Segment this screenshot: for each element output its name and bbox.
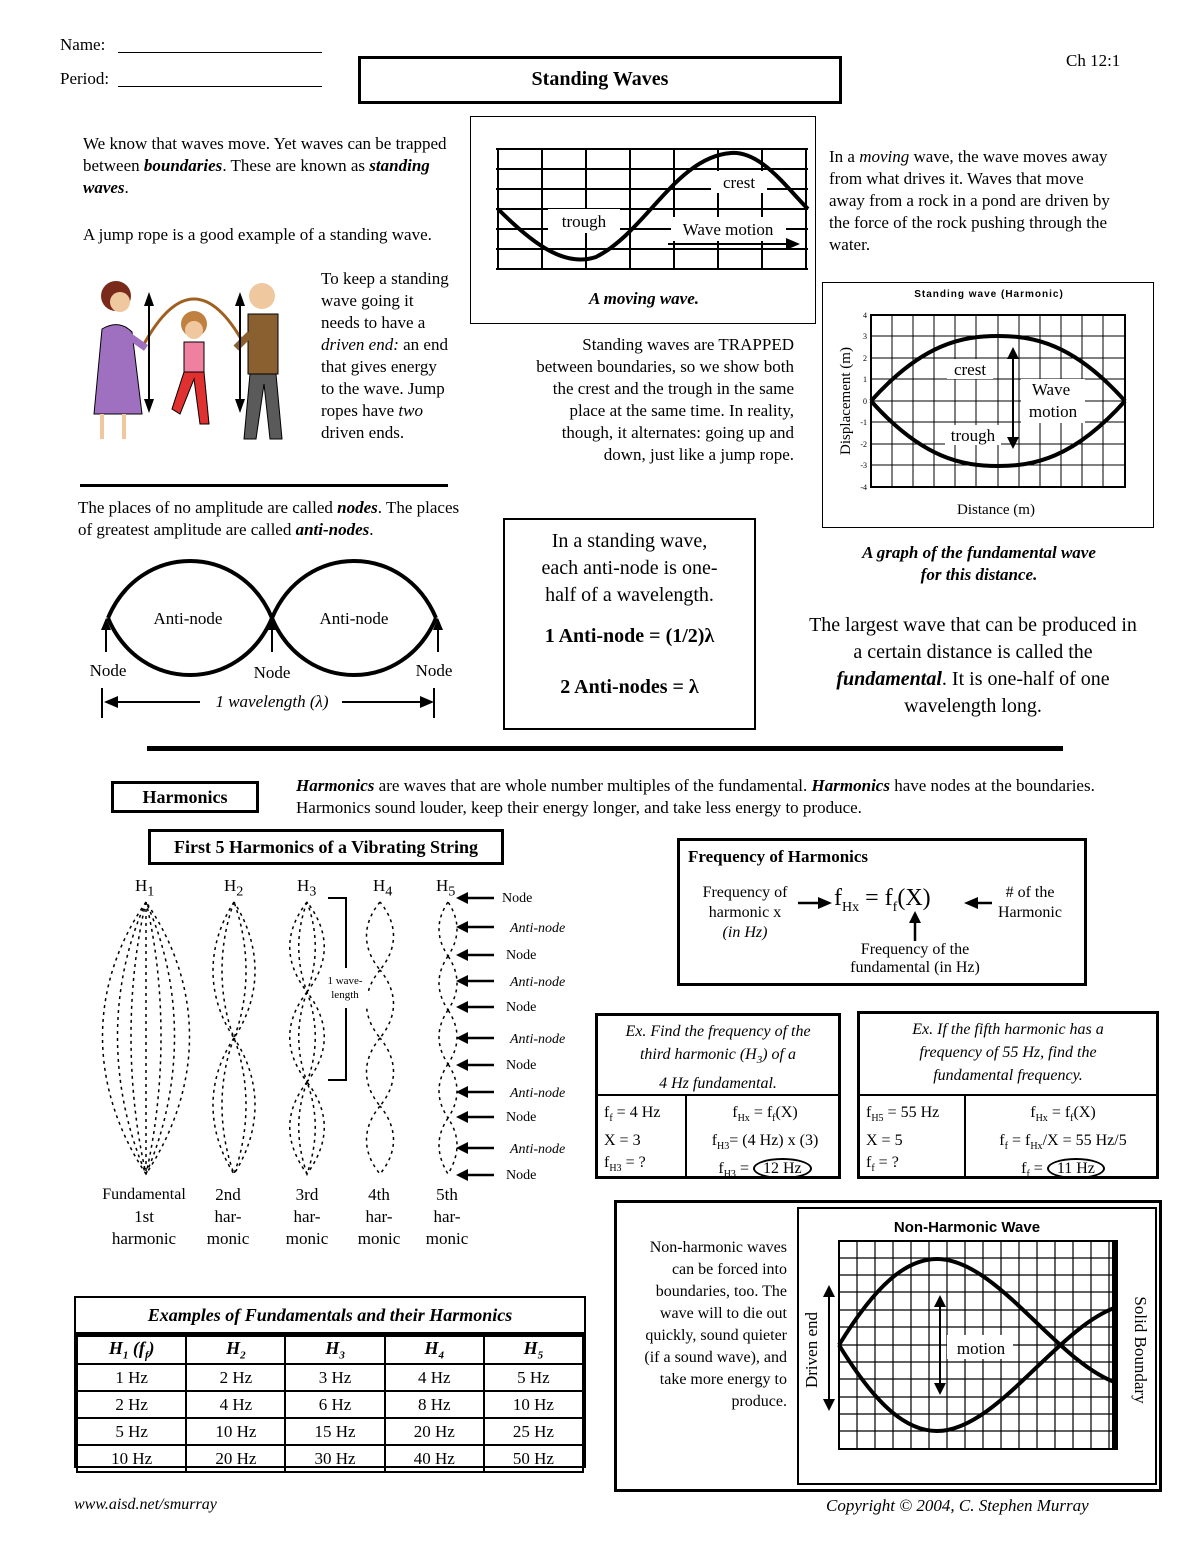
moving-crest-label: crest xyxy=(722,173,756,192)
antinode-box-line: half of a wavelength. xyxy=(545,584,714,606)
table-cell: 4 Hz xyxy=(385,1364,484,1391)
table-row xyxy=(77,1391,583,1418)
antinode-box xyxy=(503,518,756,730)
table-cell: 8 Hz xyxy=(385,1391,484,1418)
wave-motion-label: Wave motion xyxy=(682,220,774,239)
standing-crest-label: crest xyxy=(953,360,987,379)
standing-graph-caption: A graph of the fundamental wave for this distance. xyxy=(862,543,1096,584)
driven-end-paragraph: To keep a standing wave going it needs to have a driven end: an end that gives energy to the wave. Jump ropes have two driven ends. xyxy=(321,269,449,442)
standing-graph-title: Standing wave (Harmonic) xyxy=(914,289,1064,300)
main-divider xyxy=(147,746,1063,751)
moving-wave-box xyxy=(470,116,816,324)
table-cell: 30 Hz xyxy=(285,1445,384,1472)
fundamentals-table-box xyxy=(74,1296,586,1468)
table-cell: 4 Hz xyxy=(186,1391,285,1418)
y-axis-label: Displacement (m) xyxy=(838,347,854,455)
period-field[interactable] xyxy=(118,86,322,87)
h1-label: $H_1$ xyxy=(135,876,155,900)
harmonic-caption-2: 2nd har- monic xyxy=(206,1185,250,1248)
moving-wave-paragraph: In a moving wave, the wave moves away from what drives it. Waves that move away from a rock in a pond are driven by the force of the rock pushing through the water. xyxy=(829,147,1110,254)
y-tick: -4 xyxy=(860,483,867,492)
frequency-right-label: # of the Harmonic xyxy=(998,884,1062,921)
harmonic-caption-4: 4th har- monic xyxy=(357,1185,401,1248)
string-diagram-title: First 5 Harmonics of a Vibrating String xyxy=(148,829,504,865)
example-2-given: $f_{H5} = 55$ Hz X = 5 $f_f$ = ? xyxy=(866,1104,940,1175)
jump-rope-illustration xyxy=(84,274,304,449)
moving-trough-label: trough xyxy=(561,212,607,231)
table-cell: 10 Hz xyxy=(77,1445,186,1472)
footer-url[interactable]: www.aisd.net/smurray xyxy=(74,1496,217,1513)
table-header: $H_4$ xyxy=(385,1336,484,1364)
nonharmonic-graph xyxy=(617,1203,1165,1495)
node-label: Node xyxy=(89,661,127,680)
h5-label: $H_5$ xyxy=(436,876,456,900)
table-row xyxy=(77,1364,583,1391)
arrow-label: Node xyxy=(506,1058,537,1073)
y-tick: 2 xyxy=(863,354,867,363)
table-header: $H_1$ $(f_f)$ xyxy=(77,1336,186,1364)
name-field[interactable] xyxy=(118,52,322,53)
standing-motion-label: Wave xyxy=(1031,380,1071,399)
wavelength-bracket-label: 1 wave- xyxy=(327,975,363,987)
frequency-formula: $f_{Hx} = f_f(X)$ xyxy=(834,885,931,915)
nodes-diagram xyxy=(80,552,460,722)
arrow-label: Anti-node xyxy=(510,1032,566,1047)
example-2-box xyxy=(857,1011,1159,1179)
frequency-box-title: Frequency of Harmonics xyxy=(688,847,869,866)
moving-wave-graph xyxy=(496,147,808,277)
table-cell: 2 Hz xyxy=(186,1364,285,1391)
harmonic-caption-1: Fundamental 1st harmonic xyxy=(102,1186,186,1248)
trapped-paragraph: Standing waves are TRAPPED between boundaries, so we show both the crest and the trough in the same place at the same time. In reality, though, it alternates: going up and down, just like a jump rope. xyxy=(536,335,794,464)
y-tick: 3 xyxy=(863,332,867,341)
table-header: $H_5$ xyxy=(484,1336,583,1364)
table-row xyxy=(77,1418,583,1445)
node-label: Node xyxy=(415,661,453,680)
footer-copyright: Copyright © 2004, C. Stephen Murray xyxy=(826,1496,1089,1515)
arrow-label: Anti-node xyxy=(510,1142,566,1157)
table-cell: 5 Hz xyxy=(77,1418,186,1445)
arrow-label: Anti-node xyxy=(510,975,566,990)
fundamentals-table xyxy=(76,1335,584,1473)
x-axis-label: Distance (m) xyxy=(957,502,1035,518)
y-tick: 4 xyxy=(863,311,867,320)
table-cell: 5 Hz xyxy=(484,1364,583,1391)
table-cell: 10 Hz xyxy=(186,1418,285,1445)
arrow-label: Node xyxy=(506,948,537,963)
example-2-question: Ex. If the fifth harmonic has a frequency of 55 Hz, find the fundamental frequency. xyxy=(912,1021,1104,1084)
example-1-given: $f_f = 4$ Hz X = 3 $f_{H3}$ = ? xyxy=(604,1104,661,1175)
table-cell: 1 Hz xyxy=(77,1364,186,1391)
nonharmonic-title: Non-Harmonic Wave xyxy=(893,1219,1041,1236)
table-cell: 15 Hz xyxy=(285,1418,384,1445)
antinode-equation-2: 2 Anti-nodes = λ xyxy=(560,676,699,698)
arrow-label: Anti-node xyxy=(510,921,566,936)
standing-wave-graph-box xyxy=(822,282,1154,528)
jump-rope-paragraph: A jump rope is a good example of a standing wave. xyxy=(83,225,432,244)
antinode-box-line: In a standing wave, xyxy=(551,530,708,552)
solid-boundary-label: Solid Boundary xyxy=(1131,1296,1150,1404)
page-title: Standing Waves xyxy=(358,56,842,104)
h4-label: $H_4$ xyxy=(373,876,393,900)
standing-motion-label-2: motion xyxy=(1028,402,1078,421)
frequency-box xyxy=(677,838,1087,986)
example-1-question: Ex. Find the frequency of the third harmonic $(H_3)$ of a 4 Hz fundamental. xyxy=(625,1023,811,1093)
nodes-paragraph: The places of no amplitude are called nodes. The places of greatest amplitude are called anti-nodes. xyxy=(78,498,460,539)
standing-trough-label: trough xyxy=(950,426,996,445)
arrow-label: Node xyxy=(502,891,533,906)
arrow-label: Anti-node xyxy=(510,1086,566,1101)
harmonic-caption-5: 5th har- monic xyxy=(425,1185,469,1248)
moving-wave-caption: A moving wave. xyxy=(588,289,700,308)
table-cell: 2 Hz xyxy=(77,1391,186,1418)
wavelength-bracket-label-2: length xyxy=(331,989,359,1001)
name-label: Name: xyxy=(60,35,106,54)
table-cell: 20 Hz xyxy=(186,1445,285,1472)
harmonic-caption-3: 3rd har- monic xyxy=(285,1185,329,1248)
nonharmonic-motion-label: motion xyxy=(956,1339,1006,1358)
table-row xyxy=(77,1445,583,1472)
frequency-bottom-label: Frequency of the fundamental (in Hz) xyxy=(850,941,980,976)
h2-label: $H_2$ xyxy=(224,876,244,900)
table-cell: 6 Hz xyxy=(285,1391,384,1418)
frequency-left-label: Frequency of harmonic x (in Hz) xyxy=(702,884,788,941)
y-tick: -3 xyxy=(860,461,867,470)
arrow-label: Node xyxy=(506,1168,537,1183)
period-label: Period: xyxy=(60,69,110,88)
harmonics-label: Harmonics xyxy=(111,781,259,813)
table-cell: 25 Hz xyxy=(484,1418,583,1445)
node-label: Node xyxy=(253,663,291,682)
y-tick: 0 xyxy=(863,397,867,406)
example-1-work: $f_{Hx} = f_f(X)$ $f_{H3}= (4$ Hz) x (3) $f_{H3} = 12$ Hz xyxy=(711,1104,819,1181)
standing-wave-graph xyxy=(823,283,1155,529)
chapter-label: Ch 12:1 xyxy=(1066,51,1121,70)
h3-label: $H_3$ xyxy=(297,876,317,900)
driven-end-label: Driven end xyxy=(802,1311,821,1389)
antinode-label: Anti-node xyxy=(319,609,389,628)
table-cell: 3 Hz xyxy=(285,1364,384,1391)
nonharmonic-paragraph: Non-harmonic waves can be forced into boundaries, too. The wave will to die out quickly, sound quieter (if a sound wave), and take more energy to produce. xyxy=(644,1239,787,1410)
intro-paragraph: We know that waves move. Yet waves can be trapped between boundaries. These are known as standing waves. xyxy=(83,134,447,197)
table-cell: 10 Hz xyxy=(484,1391,583,1418)
harmonics-definition: Harmonics are waves that are whole number multiples of the fundamental. Harmonics have nodes at the boundaries. Harmonics sound louder, keep their energy longer, and take less energy to produce. xyxy=(296,776,1095,817)
example-1-box xyxy=(595,1013,841,1179)
wavelength-label: 1 wavelength (λ) xyxy=(215,692,329,711)
antinode-equation-1: 1 Anti-node = (1/2)λ xyxy=(544,625,715,647)
table-cell: 50 Hz xyxy=(484,1445,583,1472)
arrow-label: Node xyxy=(506,1000,537,1015)
y-tick: -1 xyxy=(860,418,867,427)
section-divider xyxy=(80,484,448,487)
table-cell: 40 Hz xyxy=(385,1445,484,1472)
table-header: $H_2$ xyxy=(186,1336,285,1364)
y-tick: 1 xyxy=(863,375,867,384)
nonharmonic-box xyxy=(614,1200,1162,1492)
antinode-label: Anti-node xyxy=(153,609,223,628)
y-tick: -2 xyxy=(860,440,867,449)
fundamental-paragraph: The largest wave that can be produced in a certain distance is called the fundamental. It is one-half of one wavelength long. xyxy=(809,614,1137,717)
fundamentals-table-title: Examples of Fundamentals and their Harmonics xyxy=(76,1298,584,1335)
table-cell: 20 Hz xyxy=(385,1418,484,1445)
arrow-label: Node xyxy=(506,1110,537,1125)
h5-arrows xyxy=(454,886,584,1186)
table-header: $H_3$ xyxy=(285,1336,384,1364)
antinode-box-line: each anti-node is one- xyxy=(541,557,718,579)
example-2-work: $f_{Hx} = f_f(X)$ $f_f = f_{Hx}/X = 55$ Hz/5 $f_f = 11$ Hz xyxy=(999,1104,1127,1181)
